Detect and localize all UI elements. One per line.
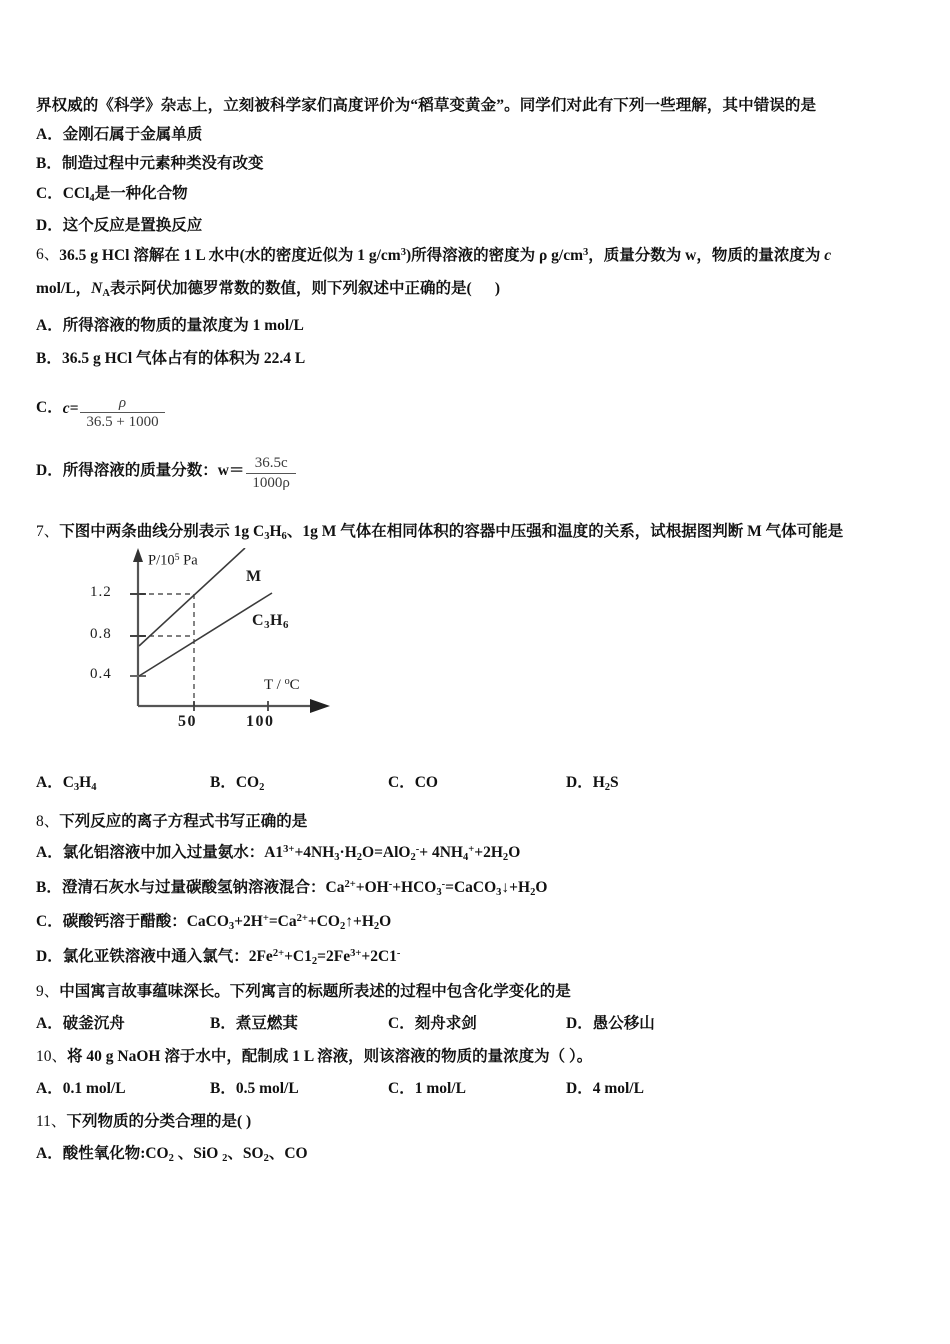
option-label: C．: [36, 913, 63, 931]
option-c: [388, 1016, 566, 1032]
page-content: [36, 98, 920, 1178]
question-number: 8、: [36, 812, 60, 830]
option-text: 所得溶液的物质的量浓度为 1 mol/L: [62, 316, 304, 334]
series-label-M: M: [246, 568, 262, 586]
question-number: 11、: [36, 1113, 67, 1131]
option-a: A．$C_3H_4$: [36, 774, 97, 794]
option-label: B．: [36, 155, 62, 172]
x-tick-label-100: 100: [246, 713, 275, 731]
fraction-d: [246, 455, 296, 492]
option-text: 氯化亚铁溶液中通入氯气：$2Fe^{2+}+C1_2=2Fe^{3+}+2C1^-$: [62, 947, 401, 967]
question-number: 9、: [36, 983, 60, 1001]
option-row: [36, 156, 920, 172]
option-label: B．: [210, 1079, 236, 1097]
question-text-cont: mol/L，$N_A$表示阿伏加德罗常数的数值，则下列叙述中正确的是( ): [36, 280, 501, 299]
option-label: D．: [566, 774, 593, 792]
option-row-fraction: [36, 453, 920, 490]
option-text: 酸性氧化物$:CO_2$ 、SiO $_2$、$SO_2$、CO: [62, 1144, 308, 1164]
pressure-temperature-chart: [82, 548, 412, 753]
question-stem-10: [36, 1049, 920, 1065]
option-row-q10: [36, 1081, 920, 1097]
option-label: A．: [36, 1144, 63, 1162]
option-text: 碳酸钙溶于醋酸：$CaCO_3+2H^+=Ca^{2+}+CO_2↑+H_2O$: [62, 913, 392, 933]
option-label: D．: [36, 947, 63, 965]
option-row: [36, 914, 920, 933]
option-b: B．$CO_2$: [210, 774, 265, 794]
option-text: 1 mol/L: [414, 1079, 466, 1097]
series-line-C3H6: [139, 593, 272, 676]
option-label: D．: [566, 1014, 593, 1032]
fraction-c: [80, 395, 164, 432]
question-stem-7: [36, 524, 920, 542]
y-tick-label-0.8: 0.8: [90, 626, 112, 643]
option-row: [36, 351, 920, 367]
option-label: A．: [36, 844, 63, 862]
option-text: c=: [62, 399, 79, 417]
option-label: C．: [36, 184, 63, 202]
option-c: C．CO: [388, 774, 438, 792]
option-label: B．: [210, 1014, 236, 1032]
option-text: 所得溶液的质量分数：w＝: [62, 461, 245, 479]
fraction-numerator: 36.5c: [254, 455, 288, 472]
series-label-C3H6: $C_3H_6$: [252, 612, 289, 632]
question-stem-9: [36, 984, 920, 1000]
option-b: [210, 1016, 388, 1032]
option-label: A．: [36, 125, 63, 143]
option-label: A．: [36, 1079, 63, 1097]
option-label: C．: [36, 399, 63, 417]
option-row: [36, 127, 920, 143]
question-number: 7、: [36, 522, 60, 540]
option-row: [36, 218, 920, 234]
option-text: CCl$_4$是一种化合物: [62, 184, 188, 204]
option-row: [36, 318, 920, 334]
option-a: [36, 1081, 210, 1097]
question-number: 10、: [36, 1048, 68, 1066]
option-label: B．: [36, 878, 62, 896]
question-text: 下列反应的离子方程式书写正确的是: [59, 812, 308, 830]
question-text: 36.5 g HCl 溶解在 1 L 水中(水的密度近似为 1 $g/cm^3$)所得溶液的密度为 ρ $g/cm^3$，质量分数为 w，物质的量浓度为 c: [59, 246, 832, 264]
fraction-denominator: 1000ρ: [246, 473, 296, 492]
question-text: 下图中两条曲线分别表示 1g $C_3H_6$、1g M 气体在相同体积的容器中压强和温度的关系，试根据图判断 M 气体可能是: [59, 522, 844, 542]
option-text: 煮豆燃萁: [235, 1014, 298, 1032]
question-stem-6-line2: [36, 281, 920, 299]
option-d: D．$H_2S$: [566, 774, 619, 794]
option-row: [36, 1146, 920, 1164]
option-label: B．: [36, 350, 62, 368]
option-row: [36, 880, 920, 899]
y-axis-title: $P/10^5$ Pa: [148, 552, 198, 569]
option-text: 制造过程中元素种类没有改变: [62, 155, 264, 172]
option-label: D．: [36, 461, 63, 479]
option-label: A．: [36, 774, 63, 792]
fraction-numerator: ρ: [118, 394, 127, 411]
option-text: 愚公移山: [592, 1014, 655, 1032]
option-row-fraction: [36, 391, 920, 431]
option-label: D．: [36, 216, 63, 234]
option-text: 36.5 g HCl 气体占有的体积为 22.4 L: [62, 350, 306, 368]
question-stem-8: [36, 814, 920, 830]
x-axis-title: T / $^o$C: [264, 676, 300, 694]
option-d: [566, 1081, 644, 1097]
option-text: 4 mol/L: [592, 1079, 644, 1097]
option-text: 这个反应是置换反应: [62, 216, 203, 234]
option-label: A．: [36, 1014, 63, 1032]
option-row-q9: [36, 1016, 920, 1032]
option-row: [36, 186, 920, 204]
option-c: [388, 1081, 566, 1097]
option-label: C．: [388, 1079, 415, 1097]
question-stem-6: [36, 247, 920, 263]
option-text: 0.1 mol/L: [62, 1079, 126, 1097]
y-tick-label-0.4: 0.4: [90, 666, 112, 683]
question-text: 中国寓言故事蕴味深长。下列寓言的标题所表述的过程中包含化学变化的是: [59, 983, 571, 1001]
x-axis-arrow: [310, 699, 330, 713]
option-label: D．: [566, 1079, 593, 1097]
question-number: 6、: [36, 246, 60, 264]
option-a: [36, 1016, 210, 1032]
x-tick-label-50: 50: [178, 713, 197, 731]
option-label: C．: [388, 774, 415, 792]
option-text: 0.5 mol/L: [235, 1079, 299, 1097]
question-text: 下列物质的分类合理的是( ): [66, 1113, 252, 1131]
y-tick-label-1.2: 1.2: [90, 584, 112, 601]
option-text: 氯化铝溶液中加入过量氨水：$A1^{3+}+4NH_3\cdot H_2O=AlO_2^-+ 4NH_4^++2H_2O$: [62, 844, 521, 864]
option-label: A．: [36, 316, 63, 334]
option-d: [566, 1016, 655, 1032]
option-text: 澄清石灰水与过量碳酸氢钠溶液混合：$Ca^{2+}+OH^-+HCO_3^-=CaCO_3↓+H_2O$: [62, 878, 548, 898]
question-text: 将 40 g NaOH 溶于水中，配制成 1 L 溶液，则该溶液的物质的量浓度为（ ）。: [67, 1048, 593, 1066]
option-label: B．: [210, 774, 236, 792]
y-axis-arrow: [133, 548, 143, 562]
option-label: C．: [388, 1014, 415, 1032]
option-text: 刻舟求剑: [414, 1014, 477, 1032]
option-row: [36, 949, 920, 968]
option-b: [210, 1081, 388, 1097]
fraction-denominator: 36.5 + 1000: [80, 412, 164, 431]
option-row-q7: [36, 775, 920, 793]
option-text: 破釜沉舟: [62, 1014, 125, 1032]
option-row: [36, 845, 920, 864]
intro-paragraph: 界权威的《科学》杂志上，立刻被科学家们高度评价为“稻草变黄金”。同学们对此有下列一些理解，其中错误的是: [36, 97, 817, 114]
question-stem-11: [36, 1114, 920, 1130]
option-text: 金刚石属于金属单质: [62, 125, 203, 143]
